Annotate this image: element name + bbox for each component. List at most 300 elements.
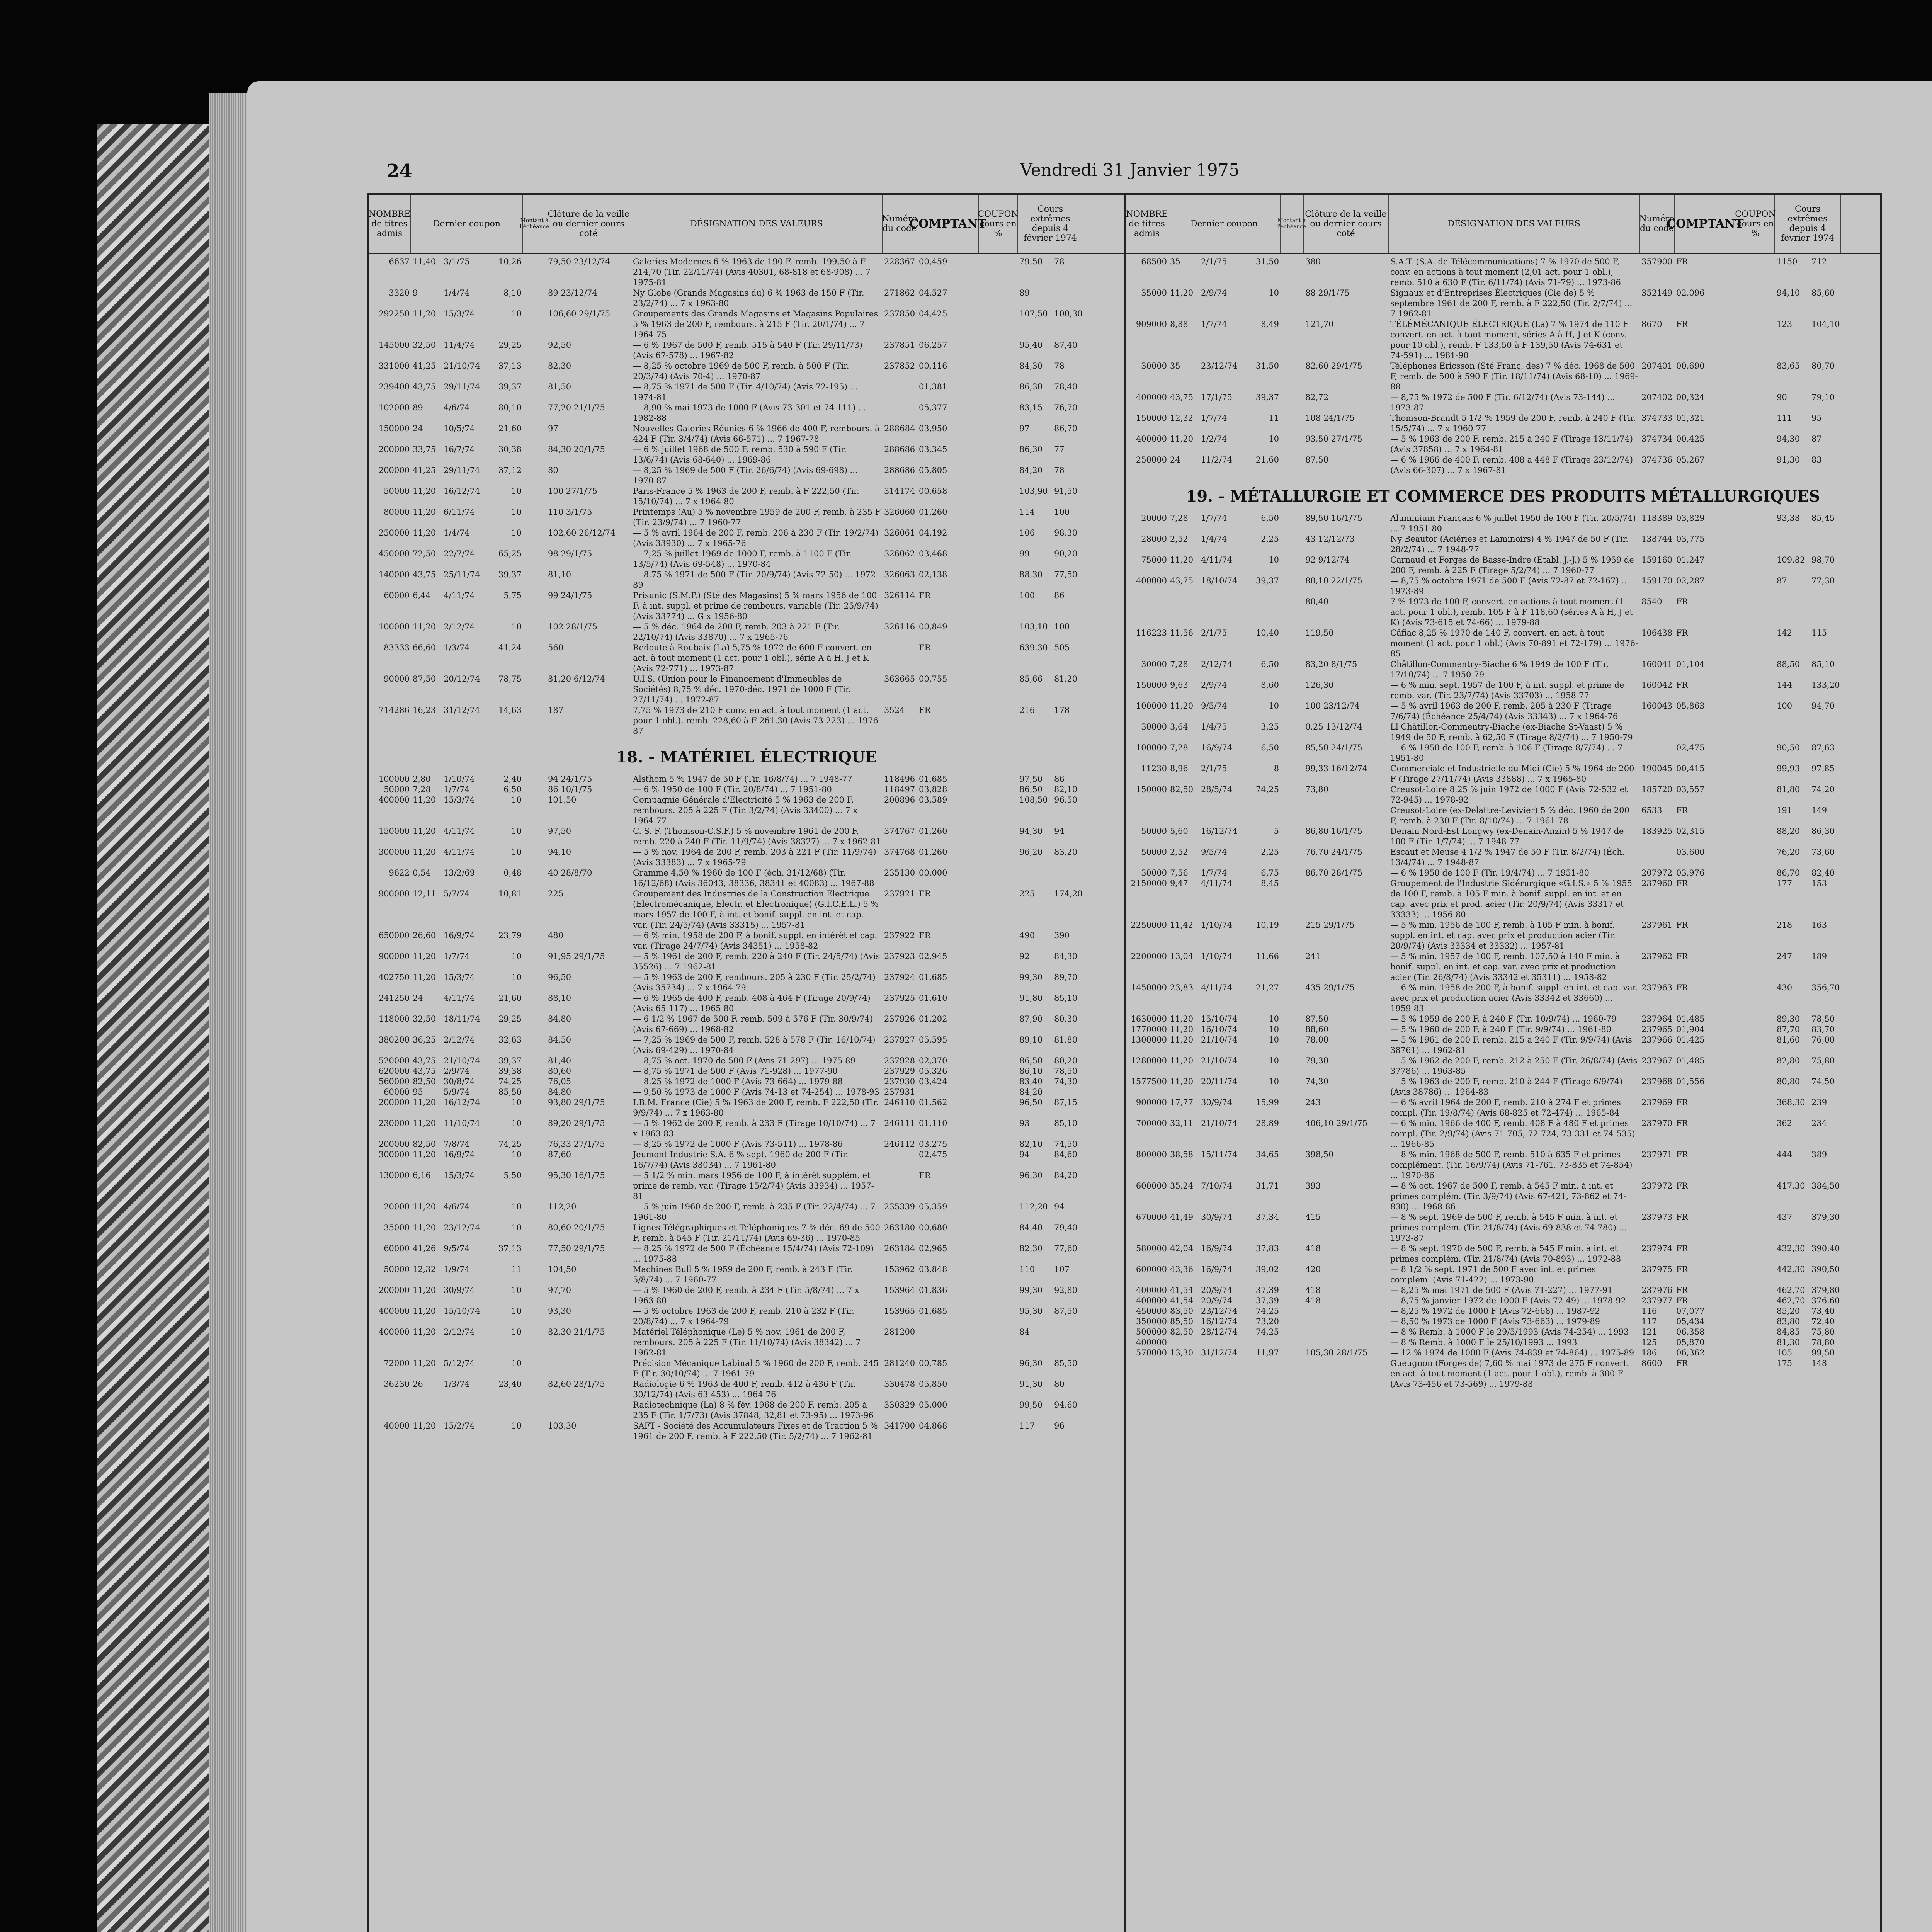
col-comptant: COMPTANT [917, 195, 979, 253]
table-row [1126, 951, 1880, 983]
cell-code: 237962 [1641, 952, 1673, 961]
cell-m: 26,60 [413, 931, 436, 940]
cell-code: 237850 [884, 309, 915, 318]
cell-m: 11,20 [413, 827, 436, 836]
table-row [369, 1066, 1124, 1077]
cell-empty [523, 465, 546, 486]
cell-m: 35,24 [1170, 1181, 1194, 1190]
cell-empty [1281, 983, 1304, 1014]
cell-r: 10 [511, 1150, 522, 1159]
cell-cp: 00,680 [919, 1223, 947, 1232]
cell-h: 107,50 [1019, 309, 1048, 318]
cell-d: 1/3/74 [444, 643, 470, 652]
cell-des: — 8,25 % mai 1971 de 500 F (Avis 71-227) ... 1977-91 [1390, 1286, 1613, 1295]
cell-h: 177 [1777, 879, 1793, 888]
cell-r: 10 [1269, 1014, 1279, 1024]
cell-d: 23/12/74 [444, 1223, 480, 1232]
cell-empty [1281, 847, 1304, 868]
cell-m: 32,50 [413, 340, 436, 350]
cell-des: Téléphones Ericsson (Sté Franç. des) 7 % déc. 1968 de 500 F, remb. de 500 à 590 F (Tir. 18/11/74) (Avis 68-10) ... 1969-88 [1390, 361, 1638, 391]
cell-des: 7,75 % 1973 de 210 F conv. en act. à tout moment (1 act. pour 1 obl.), remb. 228,60 à F 261,30 (Avis 73-223) ... 1976-87 [633, 706, 881, 736]
cell-cl: 99 24/1/75 [548, 591, 592, 600]
cell-des: — 8,25 % 1972 de 500 F (Échéance 15/4/74) (Avis 72-109) ... 1975-88 [633, 1244, 874, 1264]
cell-b: 74,30 [1054, 1077, 1078, 1086]
cell-b: 178 [1054, 706, 1070, 715]
cell-r: 39,38 [498, 1066, 522, 1076]
cell-cp: 04,527 [919, 288, 947, 298]
cell-b: 86 [1054, 591, 1065, 600]
cell-b: 104,10 [1811, 320, 1840, 329]
cell-des: SAFT - Société des Accumulateurs Fixes et de Traction 5 % 1961 de 200 F, remb. à F 222,50 (Tir. 5/2/74) ... 7 1962-81 [633, 1421, 878, 1441]
cell-h [1018, 868, 1053, 889]
col-designation: DÉSIGNATION DES VALEURS [1389, 195, 1640, 253]
cell-des: Groupement de l'Industrie Sidérurgique «G.I.S.» 5 % 1955 de 100 F, remb. à 105 F min. à bonif. suppl. en int. et en cap. avec prix et prod. acier (Tir. 20/9/74) (Avis 33317 et 33333) ... 1956-80 [1390, 879, 1633, 919]
cell-b: 78,80 [1811, 1338, 1835, 1347]
cell-des: — 6 % min. sept. 1957 de 100 F, à int. suppl. et prime de remb. var. (Tir. 23/7/74) (Avis 33703) ... 1958-77 [1390, 680, 1624, 700]
cell-d: 1/4/75 [1201, 722, 1227, 731]
cell-empty [979, 622, 1018, 643]
cell-code: 153962 [884, 1265, 915, 1274]
cell-b: 98,30 [1054, 528, 1078, 537]
cell-empty [1281, 1077, 1304, 1097]
cell-h: 95,40 [1019, 340, 1043, 350]
cell-des: — 8,75 % 1972 de 500 F (Tir. 6/12/74) (Avis 73-144) ... 1973-87 [1390, 393, 1615, 412]
cell-cl: 74,30 [1305, 1077, 1329, 1086]
cell-empty [1281, 1243, 1304, 1264]
cell-r: 8 [1274, 764, 1279, 773]
cell-cp: FR [1676, 257, 1688, 266]
cell-empty [979, 795, 1018, 826]
cell-empty [523, 1306, 546, 1327]
cell-cp: 05,000 [919, 1400, 947, 1410]
cell-des: — 5 1/2 % min. mars 1956 de 100 F, à intérêt supplém. et prime de remb. var. (Tirage 15/2/74) (Avis 33934) ... 1957-81 [633, 1171, 874, 1201]
cell-code: 237974 [1641, 1244, 1673, 1253]
cell-cl: 418 [1305, 1286, 1321, 1295]
cell-d: 4/11/74 [1201, 879, 1232, 888]
cell-empty [979, 423, 1018, 444]
cell-cl: 40 28/8/70 [548, 868, 592, 878]
table-row [369, 1358, 1124, 1379]
cell-m: 5,60 [1170, 827, 1188, 836]
cell-code: 207402 [1641, 393, 1673, 402]
cell-r: 31,71 [1255, 1181, 1279, 1190]
cell-b: 83 [1811, 455, 1822, 464]
cell-cl: 243 [1305, 1098, 1321, 1107]
cell-h: 83,80 [1777, 1317, 1800, 1326]
cell-des: — 7,25 % 1969 de 500 F, remb. 528 à 578 F (Tir. 16/10/74) (Avis 69-429) ... 1970-84 [633, 1035, 876, 1055]
cell-b: 77,30 [1811, 576, 1835, 585]
cell-n: 11230 [1141, 764, 1167, 773]
cell-h: 81,80 [1777, 785, 1800, 794]
cell-empty [1281, 1118, 1304, 1150]
table-row [369, 1056, 1124, 1066]
cell-r: 10 [511, 952, 522, 961]
cell-cp: 03,848 [919, 1265, 947, 1274]
cell-empty [979, 826, 1018, 847]
cell-n: 30000 [1141, 868, 1167, 878]
cell-cl: 380 [1305, 257, 1321, 266]
cell-d: 9/5/74 [444, 1244, 470, 1253]
cell-code [883, 643, 917, 674]
cell-cl: 97,50 [548, 827, 571, 836]
cell-code: 200896 [884, 795, 915, 804]
cell-code: 207972 [1641, 868, 1673, 878]
cell-m: 87,50 [413, 674, 436, 684]
cell-b: 389 [1811, 1150, 1827, 1159]
cell-n: 520000 [378, 1056, 410, 1065]
cell-empty [1736, 455, 1775, 476]
cell-m: 41,49 [1170, 1213, 1194, 1222]
cell-empty [523, 1066, 546, 1077]
cell-d: 1/7/74 [1201, 868, 1227, 878]
cell-h: 111 [1777, 413, 1793, 423]
cell-d: 11/4/74 [444, 340, 475, 350]
cell-r [1246, 597, 1281, 628]
cell-h: 123 [1777, 320, 1793, 329]
cell-empty [1281, 951, 1304, 983]
cell-b: 79,40 [1054, 1223, 1078, 1232]
cell-n: 1770000 [1131, 1025, 1167, 1034]
cell-cp: 02,315 [1676, 827, 1705, 836]
table-row [369, 993, 1124, 1014]
cell-b: 73,60 [1811, 847, 1835, 857]
cell-d [1199, 1337, 1246, 1348]
cell-code [1640, 743, 1675, 764]
cell-m: 6,44 [413, 591, 431, 600]
cell-b [1053, 288, 1083, 309]
cell-cl: 215 29/1/75 [1305, 920, 1355, 930]
table-row [1126, 1097, 1880, 1118]
cell-n: 400000 [1136, 1286, 1167, 1295]
cell-code: 326063 [884, 570, 915, 579]
page-edges [209, 93, 251, 1932]
cell-m: 9,63 [1170, 680, 1188, 690]
cell-code: 190045 [1641, 764, 1673, 773]
cell-cl [1304, 1327, 1389, 1337]
cell-code: 246111 [884, 1119, 915, 1128]
cell-cl: 187 [548, 706, 564, 715]
cell-b: 505 [1054, 643, 1070, 652]
table-row [1126, 534, 1880, 555]
cell-cp: 03,468 [919, 549, 947, 558]
col-coupon-cours: COUPON cours en % [979, 195, 1018, 253]
cell-empty [1736, 764, 1775, 784]
cell-d: 2/1/75 [1201, 628, 1227, 638]
cell-cl: 86,70 28/1/75 [1305, 868, 1362, 878]
cell-empty [1736, 983, 1775, 1014]
cell-cl: 101,50 [548, 795, 577, 804]
cell-cl: 76,70 24/1/75 [1305, 847, 1362, 857]
cell-d: 5/9/74 [444, 1087, 470, 1097]
cell-cl: 87,60 [548, 1150, 571, 1159]
cell-cl: 418 [1305, 1244, 1321, 1253]
table-row [369, 382, 1124, 403]
cell-code: 237970 [1641, 1119, 1673, 1128]
cell-des: — 6 % min. 1966 de 400 F, remb. 408 F à 480 F et primes compl. (Tir. 2/9/74) (Avis 71-705, 72-724, 73-331 et 74-535) ... 1966-85 [1390, 1119, 1635, 1149]
cell-empty [1736, 722, 1775, 743]
cell-code: 237927 [884, 1035, 915, 1044]
table-row [369, 868, 1124, 889]
cell-cp: 01,110 [919, 1119, 947, 1128]
cell-empty [979, 1077, 1018, 1087]
cell-m: 38,58 [1170, 1150, 1194, 1159]
cell-code: 237922 [884, 931, 915, 940]
cell-des: U.I.S. (Union pour le Financement d'Immeubles de Sociétés) 8,75 % déc. 1970-déc. 1971 de 1000 F (Tir. 27/11/74) ... 1972-87 [633, 674, 851, 704]
cell-cl: 99,33 16/12/74 [1305, 764, 1368, 773]
cell-d: 1/9/74 [444, 1265, 470, 1274]
cell-des: — 8,50 % 1973 de 1000 F (Avis 73-663) ... 1979-89 [1390, 1317, 1600, 1326]
cell-cl: 81,40 [548, 1056, 571, 1065]
cell-empty [523, 528, 546, 549]
cell-h: 444 [1777, 1150, 1793, 1159]
cell-m: 11,56 [1170, 628, 1194, 638]
cell-cp: 04,868 [919, 1421, 947, 1430]
table-row [369, 1202, 1124, 1223]
cell-empty [1281, 743, 1304, 764]
cell-empty [523, 1056, 546, 1066]
cell-empty [979, 570, 1018, 590]
cell-h: 88,20 [1777, 827, 1800, 836]
table-row [369, 826, 1124, 847]
cell-r: 39,37 [1255, 393, 1279, 402]
cell-empty [1736, 826, 1775, 847]
cell-cl: 76,33 27/1/75 [548, 1139, 605, 1149]
cell-d: 2/1/75 [1201, 257, 1227, 266]
cell-cp: FR [1676, 628, 1688, 638]
table-row [369, 1306, 1124, 1327]
cell-des: Denain Nord-Est Longwy (ex-Denain-Anzin) 5 % 1947 de 100 F (Tir. 1/7/74) ... 7 1948-77 [1390, 827, 1624, 846]
cell-r: 10 [511, 847, 522, 857]
cell-code: 374767 [884, 827, 915, 836]
cell-d: 1/7/74 [1201, 514, 1227, 523]
cell-n: 90000 [384, 674, 410, 684]
table-row [1126, 1056, 1880, 1077]
cell-d: 15/2/74 [444, 1421, 475, 1430]
cell-d: 4/11/74 [444, 591, 475, 600]
cell-h: 94,10 [1777, 288, 1800, 298]
cell-des: — 5 % 1960 de 200 F, à 240 F (Tir. 9/9/74) ... 1961-80 [1390, 1025, 1612, 1034]
cell-r: 74,25 [1255, 1306, 1279, 1316]
cell-n: 560000 [378, 1077, 410, 1086]
cell-cl: 112,20 [548, 1202, 577, 1211]
cell-r: 74,25 [1255, 1327, 1279, 1337]
cell-code: 237926 [884, 1014, 915, 1024]
cell-d: 21/10/74 [1201, 1035, 1238, 1044]
cell-cl: 104,50 [548, 1265, 577, 1274]
cell-cl: 80,40 [1305, 597, 1329, 606]
cell-n [369, 1400, 411, 1421]
cell-m [1168, 1358, 1199, 1389]
table-row [1126, 784, 1880, 805]
cell-n: 2250000 [1131, 920, 1167, 930]
table-row [1126, 1337, 1880, 1348]
table-row [1126, 513, 1880, 534]
table-row [1126, 868, 1880, 878]
cell-code: 237931 [884, 1087, 915, 1097]
cell-empty [979, 288, 1018, 309]
cell-code: 271862 [884, 288, 915, 298]
cell-cp: 05,359 [919, 1202, 947, 1211]
cell-h: 216 [1019, 706, 1035, 715]
cell-code: 118496 [884, 774, 915, 784]
cell-code: 125 [1641, 1338, 1657, 1347]
table-row [369, 889, 1124, 930]
col-cloture: Clôture de la veille ou dernier cours coté [1304, 195, 1389, 253]
cell-empty [979, 674, 1018, 705]
table-row [1126, 1306, 1880, 1316]
cell-des: Galeries Modernes 6 % 1963 de 190 F, remb. 199,50 à F 214,70 (Tir. 22/11/74) (Avis 40301, 68-818 et 68-908) ... 7 1975-81 [633, 257, 871, 287]
cell-cp: FR [1676, 920, 1688, 930]
cell-b: 80,70 [1811, 361, 1835, 371]
cell-code: 237975 [1641, 1265, 1673, 1274]
cell-des: Redoute à Roubaix (La) 5,75 % 1972 de 600 F convert. en act. à tout moment (1 act. pour 1 obl.), série A à H, J et K (Avis 72-771) ... 1973-87 [633, 643, 872, 673]
cell-code: 374734 [1641, 434, 1673, 444]
cell-h: 437 [1777, 1213, 1793, 1222]
cell-h: 87,90 [1019, 1014, 1043, 1024]
cell-des: Radiotechnique (La) 8 % fév. 1968 de 200 F, remb. 205 à 235 F (Tir. 1/7/73) (Avis 37848, 32,81 et 73-95) ... 1973-96 [633, 1400, 874, 1420]
cell-d: 30/9/74 [1201, 1213, 1232, 1222]
cell-empty [1736, 413, 1775, 434]
cell-m: 35 [1170, 257, 1180, 266]
cell-cp: 02,370 [919, 1056, 947, 1065]
cell-cl: 94,10 [548, 847, 571, 857]
cell-cp: 03,950 [919, 424, 947, 433]
cell-h: 639,30 [1019, 643, 1048, 652]
cell-m: 9,47 [1170, 879, 1188, 888]
cell-d: 16/9/74 [444, 1150, 475, 1159]
cell-n: 200000 [378, 1139, 410, 1149]
cell-empty [1736, 628, 1775, 659]
cell-cl: 92,50 [548, 340, 571, 350]
table-row [369, 465, 1124, 486]
cell-cp: 00,849 [919, 622, 947, 631]
cell-d: 2/12/74 [444, 622, 475, 631]
cell-empty [523, 1014, 546, 1035]
cell-cp: 01,260 [919, 847, 947, 857]
cell-cl: 89,50 16/1/75 [1305, 514, 1362, 523]
cell-b [1810, 597, 1841, 628]
cell-empty [1281, 1181, 1304, 1212]
cell-r: 37,13 [498, 361, 522, 371]
cell-n: 83333 [384, 643, 410, 652]
cell-n [1126, 805, 1168, 826]
cell-m: 43,75 [413, 1066, 436, 1076]
table-row [1126, 1264, 1880, 1285]
table-row [1126, 288, 1880, 319]
cell-r: 10 [1269, 434, 1279, 444]
cell-cp: FR [1676, 983, 1688, 992]
table-row [1126, 555, 1880, 576]
cell-m: 11,20 [413, 1098, 436, 1107]
cell-n: 30000 [1141, 361, 1167, 371]
cell-des: — 6 % 1950 de 100 F (Tir. 20/8/74) ... 7 1951-80 [633, 785, 832, 794]
cell-des: S.A.T. (S.A. de Télécommunications) 7 % 1970 de 500 F, conv. en actions à tout moment (2,01 act. pour 1 obl.), remb. 510 à 630 F (Tir. 6/11/74) (Avis 71-79) ... 1973-86 [1390, 257, 1621, 287]
cell-r: 37,34 [1255, 1213, 1279, 1222]
cell-code: 288686 [884, 466, 915, 475]
col-nombre: NOMBRE de titres admis [1126, 195, 1168, 253]
cell-h: 81,60 [1777, 1035, 1800, 1044]
cell-b: 85,50 [1054, 1359, 1078, 1368]
cell-empty [1736, 1337, 1775, 1348]
cell-code: 116 [1641, 1306, 1657, 1316]
cell-cp: 03,829 [1676, 514, 1705, 523]
table-row [1126, 826, 1880, 847]
table-row [1126, 1077, 1880, 1097]
cell-code: 330329 [884, 1400, 915, 1410]
cell-empty [1281, 1150, 1304, 1181]
cell-d: 16/7/74 [444, 445, 475, 454]
cell-b: 376,60 [1811, 1296, 1840, 1305]
cell-h: 83,15 [1019, 403, 1043, 412]
cell-empty [979, 1358, 1018, 1379]
cell-b: 78 [1054, 466, 1065, 475]
cell-empty [523, 1087, 546, 1097]
table-row [1126, 1150, 1880, 1181]
cell-empty [1281, 1348, 1304, 1358]
cell-cl: 415 [1305, 1213, 1321, 1222]
cell-b: 390,50 [1811, 1265, 1840, 1274]
cell-b: 78 [1054, 361, 1065, 371]
cell-cp: FR [919, 706, 931, 715]
cell-empty [979, 1379, 1018, 1400]
cell-b: 85,10 [1054, 993, 1078, 1003]
cell-des: Gueugnon (Forges de) 7,60 % mai 1973 de 275 F convert. en act. à tout moment (1 act. pour 1 obl.), remb. à 300 F (Avis 73-456 et 73-569) ... 1979-88 [1390, 1359, 1629, 1389]
cell-n: 35000 [384, 1223, 410, 1232]
cell-empty [1736, 1285, 1775, 1296]
cell-d [1199, 805, 1246, 826]
cell-empty [1736, 878, 1775, 920]
cell-b: 148 [1811, 1359, 1827, 1368]
cell-code: 374733 [1641, 413, 1673, 423]
cell-cl [1304, 878, 1389, 920]
table-row [1126, 1358, 1880, 1389]
table-row [369, 486, 1124, 507]
cell-d: 1/2/74 [1201, 434, 1227, 444]
cell-m: 26 [413, 1379, 423, 1389]
cell-cp: FR [1676, 1150, 1688, 1159]
cell-m: 11,20 [413, 1306, 436, 1316]
cell-empty [1281, 1316, 1304, 1327]
cell-m: 83,50 [1170, 1306, 1194, 1316]
cell-empty [979, 1400, 1018, 1421]
cell-r: 0,48 [503, 868, 522, 878]
cell-n: 30000 [1141, 722, 1167, 731]
cell-m: 11,42 [1170, 920, 1194, 930]
cell-d: 21/10/74 [444, 1056, 480, 1065]
cell-n: 670000 [1136, 1213, 1167, 1222]
cell-n: 200000 [378, 1286, 410, 1295]
cell-b: 77,50 [1054, 570, 1078, 579]
table-row [1126, 392, 1880, 413]
cell-empty [1736, 701, 1775, 722]
cell-empty [523, 1223, 546, 1243]
table-row [369, 951, 1124, 972]
cell-cl: 126,30 [1305, 680, 1334, 690]
cell-b [1053, 1327, 1083, 1358]
cell-cp: FR [1676, 1098, 1688, 1107]
cell-r: 37,83 [1255, 1244, 1279, 1253]
cell-m: 7,28 [413, 785, 431, 794]
cell-code [883, 1150, 917, 1170]
cell-r: 3,25 [1261, 722, 1279, 731]
cell-m: 11,20 [413, 1286, 436, 1295]
cell-b: 712 [1811, 257, 1827, 266]
cell-h: 87,70 [1777, 1025, 1800, 1034]
cell-empty [979, 972, 1018, 993]
cell-h: 84,20 [1019, 466, 1043, 475]
cell-r: 31,50 [1255, 361, 1279, 371]
cell-cp: FR [1676, 1181, 1688, 1190]
